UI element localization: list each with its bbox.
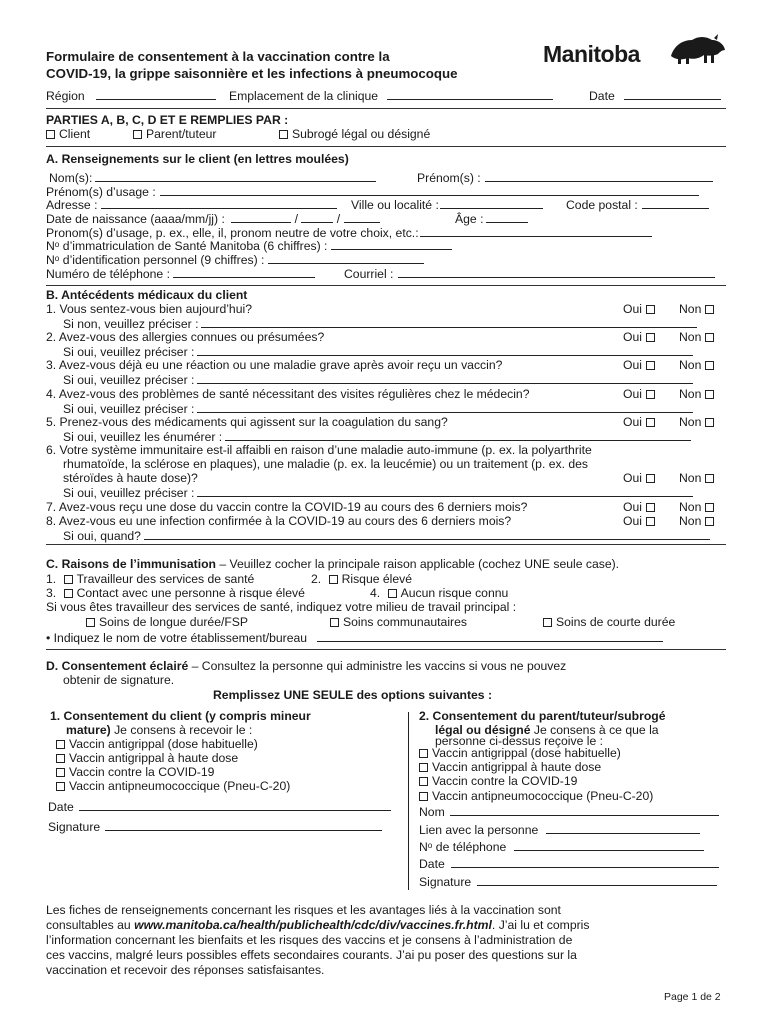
question-text: 3. Avez-vous déjà eu une réaction ou une maladie grave après avoir reçu un vaccin? <box>46 358 503 372</box>
workplace-question: Si vous êtes travailleur des services de santé, indiquez votre milieu de travail principal : <box>46 600 517 614</box>
section-d-heading-line2: obtenir de signature. <box>63 673 175 687</box>
question-text: 2. Avez-vous des allergies connues ou présumées? <box>46 330 325 344</box>
option1-flu-highdose-checkbox[interactable]: Vaccin antigrippal à haute dose <box>56 751 238 765</box>
q8-details-field[interactable]: Si oui, quand? <box>63 528 710 543</box>
no-checkbox[interactable]: Non <box>679 471 714 485</box>
vaccines-info-link[interactable]: www.manitoba.ca/health/publichealth/cdc/div/vaccines.fr.html <box>134 918 492 932</box>
workplace-acute-checkbox[interactable]: Soins de courte durée <box>543 615 675 629</box>
clinic-location-field[interactable] <box>229 88 553 103</box>
reason-4-checkbox[interactable]: 4. Aucun risque connu <box>370 586 509 600</box>
option2-heading: 2. Consentement du parent/tuteur/subrogé <box>419 709 666 723</box>
question-text: 7. Avez-vous reçu une dose du vaccin contre la COVID-19 au cours des 6 derniers mois? <box>46 500 528 514</box>
option2-pneumo-checkbox[interactable]: Vaccin antipneumococcique (Pneu-C-20) <box>419 789 653 803</box>
option1-heading-line2: mature) Je consens à recevoir le : <box>66 723 253 737</box>
clinic-label: Emplacement de la clinique <box>229 89 379 103</box>
last-name-field[interactable]: Nom(s): <box>49 170 376 185</box>
first-name-field[interactable]: Prénom(s) : <box>417 170 713 185</box>
q6-details-field[interactable]: Si oui, veuillez préciser : <box>63 485 693 500</box>
yes-checkbox[interactable]: Oui <box>623 302 655 316</box>
no-checkbox[interactable]: Non <box>679 330 714 344</box>
header-date-label: Date <box>589 89 615 103</box>
option2-heading-line2: légal ou désigné Je consens à ce que la <box>435 723 659 737</box>
no-checkbox[interactable]: Non <box>679 500 714 514</box>
reason-2-checkbox[interactable]: 2. Risque élevé <box>311 572 413 586</box>
birth-date-field[interactable]: Date de naissance (aaaa/mm/jj) : / / <box>46 211 380 226</box>
reason-3-checkbox[interactable]: 3. Contact avec une personne à risque élevé <box>46 586 305 600</box>
phone-field[interactable]: Numéro de téléphone : <box>46 266 315 281</box>
section-d-heading: D. Consentement éclairé – Consultez la personne qui administre les vaccins si vous ne pouvez <box>46 659 567 673</box>
question-row <box>46 330 726 344</box>
postal-code-field[interactable]: Code postal : <box>566 197 709 212</box>
parts-substitute-checkbox[interactable]: Subrogé légal ou désigné <box>279 127 430 141</box>
footer-paragraph-line3: l’information concernant les bienfaits et les risques des vaccins et je consens à l’administration de <box>46 933 573 947</box>
establishment-field[interactable]: • Indiquez le nom de votre établissement/bureau <box>46 630 663 645</box>
option1-flu-standard-checkbox[interactable]: Vaccin antigrippal (dose habituelle) <box>56 737 258 751</box>
workplace-community-checkbox[interactable]: Soins communautaires <box>330 615 467 629</box>
footer-paragraph-line4: ces vaccins, malgré leurs possibles effets secondaires courants. J’ai pu poser des questions sur la <box>46 948 577 962</box>
option2-covid-checkbox[interactable]: Vaccin contre la COVID-19 <box>419 774 577 788</box>
divider <box>46 146 726 147</box>
section-a-heading: A. Renseignements sur le client (en lettres moulées) <box>46 152 349 166</box>
divider <box>46 285 726 286</box>
option2-relationship-field[interactable]: Lien avec la personne <box>419 822 700 837</box>
workplace-longterm-checkbox[interactable]: Soins de longue durée/FSP <box>86 615 248 629</box>
question-row <box>46 387 726 401</box>
no-checkbox[interactable]: Non <box>679 415 714 429</box>
page-number: Page 1 de 2 <box>664 991 721 1003</box>
preferred-name-field[interactable]: Prénom(s) d’usage : <box>46 184 699 199</box>
yes-checkbox[interactable]: Oui <box>623 387 655 401</box>
section-b-heading: B. Antécédents médicaux du client <box>46 288 248 302</box>
region-label: Région <box>46 89 85 103</box>
yes-checkbox[interactable]: Oui <box>623 330 655 344</box>
q6-line1: 6. Votre système immunitaire est-il affaibli en raison d’une maladie auto-immune (p. ex. la polyarthrite <box>46 443 592 457</box>
no-checkbox[interactable]: Non <box>679 358 714 372</box>
divider <box>46 544 726 545</box>
column-divider <box>408 712 409 890</box>
option2-flu-highdose-checkbox[interactable]: Vaccin antigrippal à haute dose <box>419 760 601 774</box>
no-checkbox[interactable]: Non <box>679 514 714 528</box>
pronoun-field[interactable]: Pronom(s) d’usage, p. ex., elle, il, pronom neutre de votre choix, etc.: <box>46 225 652 240</box>
yes-checkbox[interactable]: Oui <box>623 514 655 528</box>
question-row <box>46 471 726 485</box>
section-c-heading: C. Raisons de l’immunisation – Veuillez cocher la principale raison applicable (cochez UNE seule case). <box>46 557 620 571</box>
form-title-line2: COVID-19, la grippe saisonnière et les infections à pneumocoque <box>46 66 458 81</box>
header-date-field[interactable] <box>589 88 721 103</box>
yes-checkbox[interactable]: Oui <box>623 415 655 429</box>
no-checkbox[interactable]: Non <box>679 302 714 316</box>
option1-heading: 1. Consentement du client (y compris mineur <box>50 709 311 723</box>
no-checkbox[interactable]: Non <box>679 387 714 401</box>
bison-logo-icon <box>668 34 726 66</box>
question-text: 1. Vous sentez-vous bien aujourd’hui? <box>46 302 252 316</box>
option1-pneumo-checkbox[interactable]: Vaccin antipneumococcique (Pneu-C-20) <box>56 779 290 793</box>
health-number-field[interactable]: Nᵒ d’immatriculation de Santé Manitoba (6 chiffres) : <box>46 238 452 253</box>
question-row <box>46 500 726 514</box>
parts-parent-checkbox[interactable]: Parent/tuteur <box>133 127 216 141</box>
option1-covid-checkbox[interactable]: Vaccin contre la COVID-19 <box>56 765 214 779</box>
yes-checkbox[interactable]: Oui <box>623 471 655 485</box>
options-instruction: Remplissez UNE SEULE des options suivantes : <box>213 688 493 702</box>
footer-paragraph-line1: Les fiches de renseignements concernant les risques et les avantages liés à la vaccination sont <box>46 903 561 917</box>
reason-1-checkbox[interactable]: 1. Travailleur des services de santé <box>46 572 255 586</box>
divider <box>46 108 726 109</box>
question-row <box>46 415 726 429</box>
yes-checkbox[interactable]: Oui <box>623 500 655 514</box>
address-field[interactable]: Adresse : <box>46 197 337 212</box>
question-row <box>46 358 726 372</box>
age-field[interactable]: Âge : <box>455 211 528 226</box>
option2-phone-field[interactable]: Nᵒ de téléphone <box>419 839 704 854</box>
question-text: 5. Prenez-vous des médicaments qui agissent sur la coagulation du sang? <box>46 415 448 429</box>
option1-signature-field[interactable]: Signature <box>48 819 382 834</box>
q5-details-field[interactable]: Si oui, veuillez les énumérer : <box>63 429 691 444</box>
email-field[interactable]: Courriel : <box>344 266 715 281</box>
manitoba-logo-text: Manitoba <box>543 41 640 67</box>
q2-details-field[interactable]: Si oui, veuillez préciser : <box>63 344 693 359</box>
option2-name-field[interactable]: Nom <box>419 804 719 819</box>
question-text: 4. Avez-vous des problèmes de santé nécessitant des visites régulières chez le médecin? <box>46 387 530 401</box>
option2-flu-standard-checkbox[interactable]: Vaccin antigrippal (dose habituelle) <box>419 746 621 760</box>
q3-details-field[interactable]: Si oui, veuillez préciser : <box>63 372 693 387</box>
form-title-line1: Formulaire de consentement à la vaccination contre la <box>46 49 390 64</box>
option2-signature-field[interactable]: Signature <box>419 874 717 889</box>
divider <box>46 649 726 650</box>
q1-details-field[interactable]: Si non, veuillez préciser : <box>63 316 697 331</box>
option1-date-field[interactable]: Date <box>48 799 391 814</box>
question-text: 8. Avez-vous eu une infection confirmée à la COVID-19 au cours des 6 derniers mois? <box>46 514 512 528</box>
city-field[interactable]: Ville ou localité : <box>351 197 543 212</box>
question-row <box>46 514 726 528</box>
personal-id-field[interactable]: Nᵒ d’identification personnel (9 chiffres) : <box>46 252 424 267</box>
yes-checkbox[interactable]: Oui <box>623 358 655 372</box>
footer-paragraph-line2: consultables au www.manitoba.ca/health/publichealth/cdc/div/vaccines.fr.html. J’ai lu et compris <box>46 918 590 932</box>
question-text: stéroïdes à haute dose)? <box>63 471 198 485</box>
option2-date-field[interactable]: Date <box>419 856 719 871</box>
q6-line2: rhumatoïde, la sclérose en plaques), une maladie (p. ex. la leucémie) ou un traitement (p. ex. des <box>63 457 589 471</box>
parts-heading: PARTIES A, B, C, D ET E REMPLIES PAR : <box>46 113 289 127</box>
question-row <box>46 302 726 316</box>
region-field[interactable] <box>46 88 216 103</box>
parts-client-checkbox[interactable]: Client <box>46 127 90 141</box>
q4-details-field[interactable]: Si oui, veuillez préciser : <box>63 401 693 416</box>
footer-paragraph-line5: vaccination et recevoir des réponses satisfaisantes. <box>46 963 325 977</box>
option2-heading-line3: personne ci-dessus reçoive le : <box>435 734 604 748</box>
